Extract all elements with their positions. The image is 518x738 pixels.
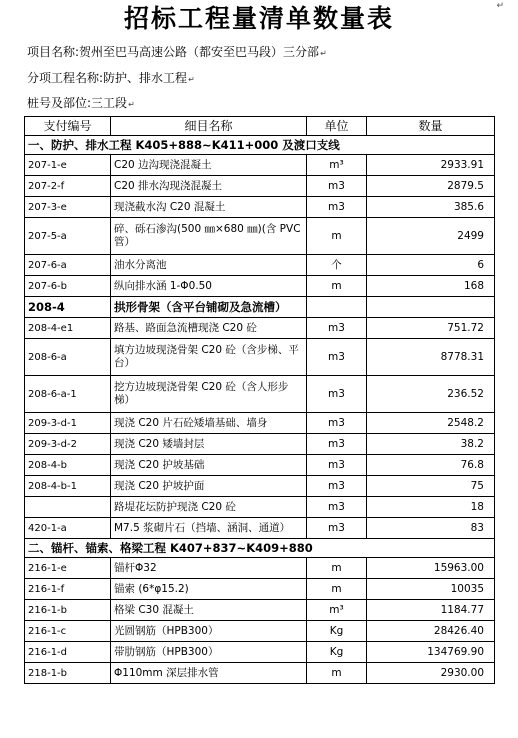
project-line xyxy=(27,44,327,62)
paragraph-mark-icon: ↵ xyxy=(128,100,135,109)
cell-item-name: 现浇 C20 护坡基础 xyxy=(111,455,307,476)
cell-quantity: 83 xyxy=(367,518,495,539)
station-line xyxy=(27,95,135,113)
cell-item-name: 纵向排水涵 1-Φ0.50 xyxy=(111,276,307,297)
cell-quantity: 75 xyxy=(367,476,495,497)
cell-code: 208-4-b-1 xyxy=(25,476,111,497)
cell-code: 216-1-b xyxy=(25,600,111,621)
cell-unit: Kg xyxy=(307,642,367,663)
cell-unit xyxy=(307,297,367,318)
cell-unit: m xyxy=(307,579,367,600)
cell-item-name: 挖方边坡现浇骨架 C20 砼（含人形步梯） xyxy=(111,376,307,413)
cell-code: 216-1-d xyxy=(25,642,111,663)
table-row xyxy=(25,276,495,297)
table-header-row xyxy=(25,117,495,136)
cell-item-name: Φ110mm 深层排水管 xyxy=(111,663,307,684)
cell-item-name: 现浇 C20 护坡护面 xyxy=(111,476,307,497)
cell-code: 207-5-a xyxy=(25,218,111,255)
cell-item-name: 格梁 C30 混凝土 xyxy=(111,600,307,621)
table-row xyxy=(25,497,495,518)
cell-code: 208-4 xyxy=(25,297,111,318)
cell-code: 420-1-a xyxy=(25,518,111,539)
cell-quantity: 10035 xyxy=(367,579,495,600)
cell-item-name: 带肋钢筋（HPB300） xyxy=(111,642,307,663)
subproject-line xyxy=(27,70,195,88)
cell-item-name: C20 排水沟现浇混凝土 xyxy=(111,176,307,197)
cell-quantity: 18 xyxy=(367,497,495,518)
table-row xyxy=(25,455,495,476)
cell-quantity: 28426.40 xyxy=(367,621,495,642)
table-row xyxy=(25,176,495,197)
cell-code: 207-3-e xyxy=(25,197,111,218)
table-row xyxy=(25,621,495,642)
table-row xyxy=(25,413,495,434)
cell-item-name: 光圆钢筋（HPB300） xyxy=(111,621,307,642)
cell-unit: m³ xyxy=(307,600,367,621)
cell-quantity: 134769.90 xyxy=(367,642,495,663)
project-value: 贺州至巴马高速公路（都安至巴马段）三分部 xyxy=(79,45,320,59)
cell-unit: m xyxy=(307,663,367,684)
cell-unit: m3 xyxy=(307,476,367,497)
cell-unit: m3 xyxy=(307,318,367,339)
table-row xyxy=(25,155,495,176)
cell-unit: m3 xyxy=(307,376,367,413)
cell-code: 208-6-a xyxy=(25,339,111,376)
cell-item-name: 锚索 (6*φ15.2) xyxy=(111,579,307,600)
cell-code: 209-3-d-1 xyxy=(25,413,111,434)
subsection-row xyxy=(25,297,495,318)
cell-code: 208-6-a-1 xyxy=(25,376,111,413)
table-row xyxy=(25,218,495,255)
cell-unit: Kg xyxy=(307,621,367,642)
table-row xyxy=(25,318,495,339)
cell-code: 207-2-f xyxy=(25,176,111,197)
cell-code: 209-3-d-2 xyxy=(25,434,111,455)
cell-unit: m3 xyxy=(307,197,367,218)
cell-item-name: C20 边沟现浇混凝土 xyxy=(111,155,307,176)
cell-code: 218-1-b xyxy=(25,663,111,684)
table-row xyxy=(25,376,495,413)
cell-quantity: 15963.00 xyxy=(367,558,495,579)
subproject-label: 分项工程名称: xyxy=(27,71,104,85)
table-row xyxy=(25,434,495,455)
header-item-name: 细目名称 xyxy=(111,117,307,136)
cell-quantity xyxy=(367,297,495,318)
cell-unit: m3 xyxy=(307,413,367,434)
cell-item-name: 现浇截水沟 C20 混凝土 xyxy=(111,197,307,218)
cell-code: 208-4-b xyxy=(25,455,111,476)
cell-quantity: 168 xyxy=(367,276,495,297)
header-code: 支付编号 xyxy=(25,117,111,136)
station-label: 桩号及部位: xyxy=(27,96,92,110)
section-title: 二、锚杆、锚索、格梁工程 K407+837~K409+880 xyxy=(25,539,495,558)
cell-quantity: 751.72 xyxy=(367,318,495,339)
cell-unit: m xyxy=(307,558,367,579)
cell-unit: m3 xyxy=(307,176,367,197)
paragraph-mark-icon: ↵ xyxy=(496,1,504,11)
cell-quantity: 2930.00 xyxy=(367,663,495,684)
cell-item-name: 填方边坡现浇骨架 C20 砼（含步梯、平台） xyxy=(111,339,307,376)
cell-code: 207-6-a xyxy=(25,255,111,276)
table-row xyxy=(25,518,495,539)
cell-unit: m³ xyxy=(307,155,367,176)
section-title: 一、防护、排水工程 K405+888~K411+000 及渡口支线 xyxy=(25,136,495,155)
cell-quantity: 38.2 xyxy=(367,434,495,455)
table-row xyxy=(25,558,495,579)
header-unit: 单位 xyxy=(307,117,367,136)
project-label: 项目名称: xyxy=(27,45,80,59)
cell-item-name: 拱形骨架（含平台铺砌及急流槽） xyxy=(111,297,307,318)
cell-unit: 个 xyxy=(307,255,367,276)
cell-quantity: 8778.31 xyxy=(367,339,495,376)
cell-code: 216-1-c xyxy=(25,621,111,642)
cell-code: 207-6-b xyxy=(25,276,111,297)
cell-quantity: 385.6 xyxy=(367,197,495,218)
cell-unit: m xyxy=(307,276,367,297)
cell-code xyxy=(25,497,111,518)
section-row xyxy=(25,539,495,558)
cell-item-name: 路基、路面急流槽现浇 C20 砼 xyxy=(111,318,307,339)
cell-unit: m3 xyxy=(307,455,367,476)
quantity-table xyxy=(24,116,495,684)
cell-unit: m3 xyxy=(307,518,367,539)
table-row xyxy=(25,579,495,600)
paragraph-mark-icon: ↵ xyxy=(320,49,327,58)
cell-code: 207-1-e xyxy=(25,155,111,176)
table-row xyxy=(25,255,495,276)
table-row xyxy=(25,600,495,621)
cell-item-name: 路堤花坛防护现浇 C20 砼 xyxy=(111,497,307,518)
cell-code: 208-4-e1 xyxy=(25,318,111,339)
cell-quantity: 2933.91 xyxy=(367,155,495,176)
cell-code: 216-1-f xyxy=(25,579,111,600)
table-body xyxy=(25,136,495,684)
cell-quantity: 2548.2 xyxy=(367,413,495,434)
cell-item-name: 碎、砾石渗沟(500 ㎜×680 ㎜)(含 PVC 管） xyxy=(111,218,307,255)
cell-item-name: 现浇 C20 矮墙封层 xyxy=(111,434,307,455)
table-row xyxy=(25,663,495,684)
cell-quantity: 2499 xyxy=(367,218,495,255)
table-row xyxy=(25,642,495,663)
cell-quantity: 6 xyxy=(367,255,495,276)
header-quantity: 数量 xyxy=(367,117,495,136)
cell-quantity: 76.8 xyxy=(367,455,495,476)
table-row xyxy=(25,339,495,376)
cell-quantity: 2879.5 xyxy=(367,176,495,197)
cell-unit: m3 xyxy=(307,339,367,376)
page-title: 招标工程量清单数量表 xyxy=(123,4,394,33)
paragraph-mark-icon: ↵ xyxy=(188,75,195,84)
cell-quantity: 1184.77 xyxy=(367,600,495,621)
cell-unit: m3 xyxy=(307,434,367,455)
subproject-value: 防护、排水工程 xyxy=(103,71,188,85)
cell-quantity: 236.52 xyxy=(367,376,495,413)
cell-item-name: 现浇 C20 片石砼矮墙基础、墙身 xyxy=(111,413,307,434)
cell-unit: m3 xyxy=(307,497,367,518)
cell-unit: m xyxy=(307,218,367,255)
cell-code: 216-1-e xyxy=(25,558,111,579)
cell-item-name: 锚杆Φ32 xyxy=(111,558,307,579)
table-row xyxy=(25,476,495,497)
station-value: 三工段 xyxy=(91,96,128,110)
section-row xyxy=(25,136,495,155)
cell-item-name: 油水分离池 xyxy=(111,255,307,276)
table-row xyxy=(25,197,495,218)
cell-item-name: M7.5 浆砌片石（挡墙、涵洞、通道） xyxy=(111,518,307,539)
